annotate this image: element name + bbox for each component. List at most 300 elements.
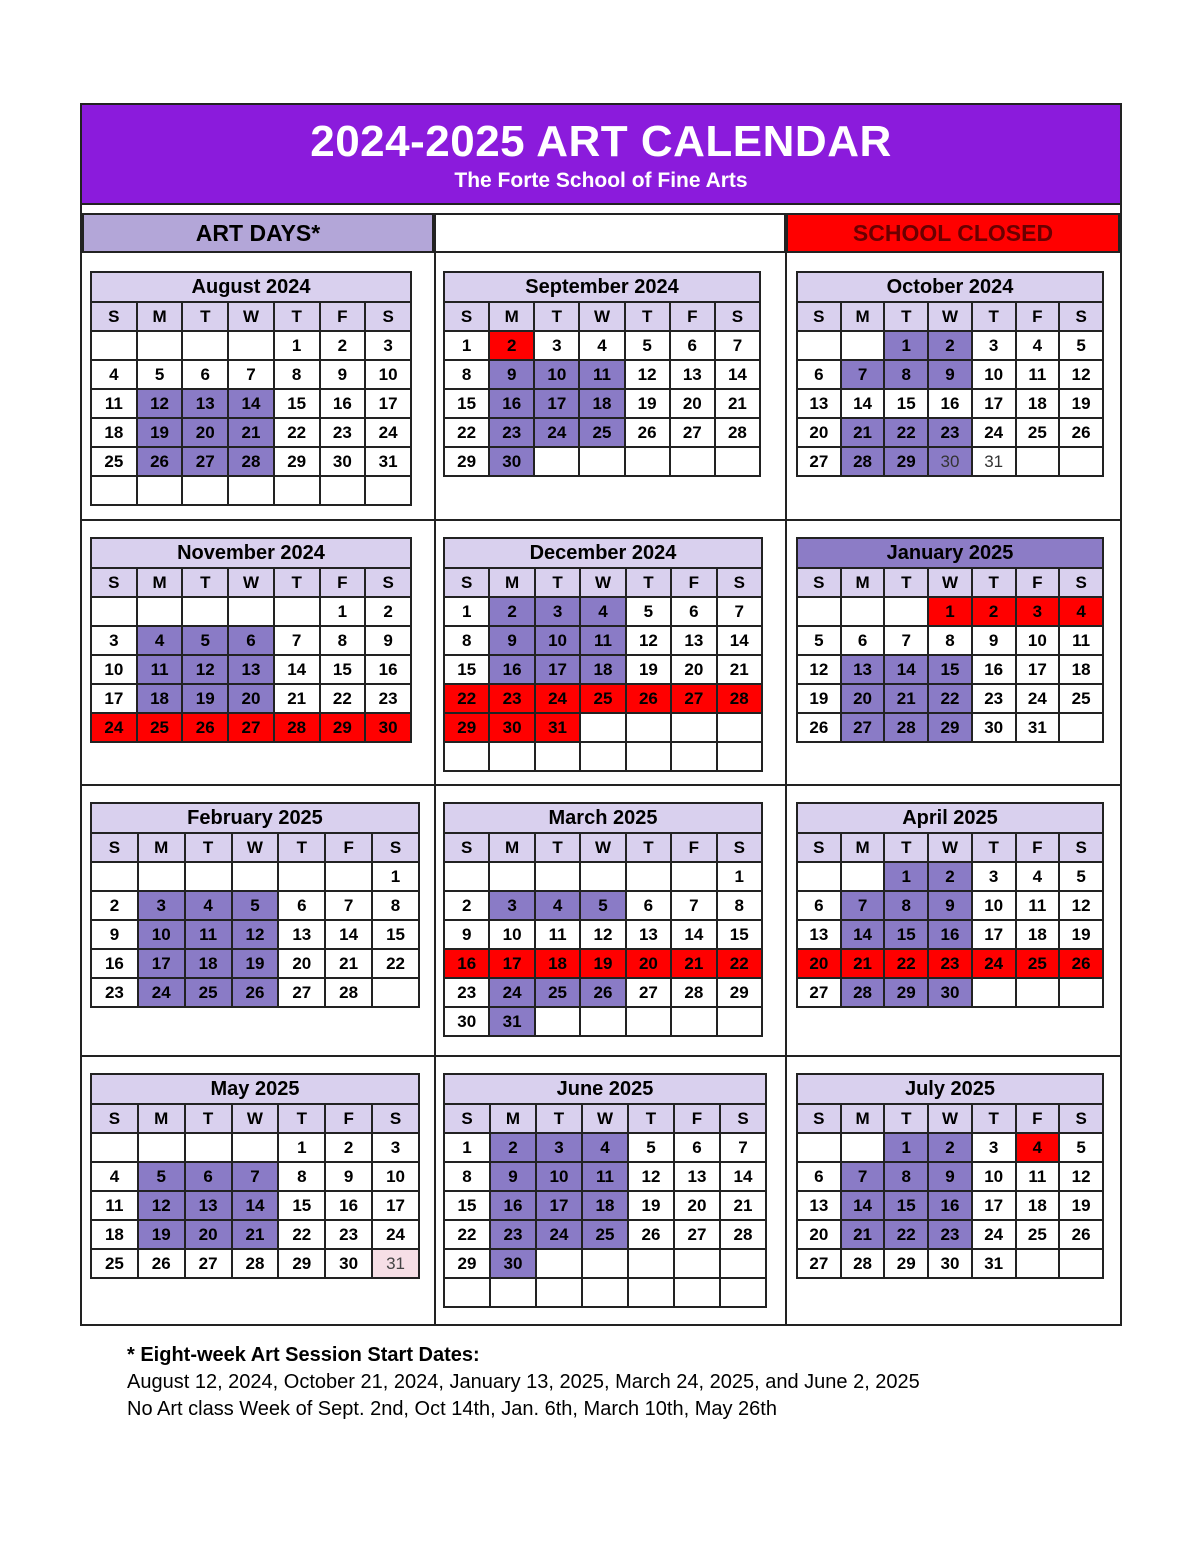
day-cell: 1 — [717, 862, 762, 891]
day-cell: 29 — [884, 978, 928, 1007]
day-cell: 15 — [717, 920, 762, 949]
day-cell: 30 — [928, 978, 972, 1007]
day-cell: 18 — [580, 655, 625, 684]
empty-cell — [580, 862, 625, 891]
month-calendar — [443, 537, 763, 772]
day-cell: 12 — [138, 1191, 185, 1220]
day-cell: 26 — [1059, 418, 1103, 447]
day-cell: 8 — [278, 1162, 325, 1191]
day-cell: 15 — [274, 389, 320, 418]
day-cell: 27 — [797, 447, 841, 476]
month-title: November 2024 — [91, 538, 411, 568]
day-cell: 16 — [91, 949, 138, 978]
day-cell: 16 — [320, 389, 366, 418]
calendar-header — [82, 105, 1120, 203]
weekday-header: T — [185, 1104, 232, 1133]
weekday-header: S — [365, 568, 411, 597]
weekday-header: T — [972, 568, 1016, 597]
weekday-header: W — [580, 568, 625, 597]
day-cell: 30 — [489, 447, 534, 476]
weekday-header: S — [444, 302, 489, 331]
day-cell: 14 — [841, 920, 885, 949]
day-cell: 12 — [232, 920, 279, 949]
legend-art-days: ART DAYS* — [82, 213, 434, 253]
day-cell: 20 — [674, 1191, 720, 1220]
weekday-header: S — [720, 1104, 766, 1133]
notes-heading: * Eight-week Art Session Start Dates: — [127, 1344, 480, 1366]
day-cell: 7 — [274, 626, 320, 655]
weekday-header: T — [534, 302, 579, 331]
day-cell: 1 — [320, 597, 366, 626]
empty-cell — [1059, 978, 1103, 1007]
day-cell: 1 — [884, 1133, 928, 1162]
day-cell: 14 — [274, 655, 320, 684]
day-cell: 11 — [1016, 891, 1060, 920]
empty-cell — [444, 862, 489, 891]
empty-cell — [137, 597, 183, 626]
day-cell: 23 — [320, 418, 366, 447]
empty-cell — [626, 713, 671, 742]
day-cell: 15 — [884, 920, 928, 949]
day-cell: 24 — [91, 713, 137, 742]
day-cell: 29 — [444, 447, 489, 476]
empty-cell — [325, 862, 372, 891]
weekday-header: F — [320, 568, 366, 597]
empty-cell — [841, 1133, 885, 1162]
empty-cell — [137, 331, 183, 360]
day-cell: 28 — [841, 1249, 885, 1278]
weekday-header: S — [717, 833, 762, 862]
day-cell: 6 — [797, 360, 841, 389]
day-cell: 6 — [228, 626, 274, 655]
day-cell: 15 — [320, 655, 366, 684]
day-cell: 29 — [274, 447, 320, 476]
day-cell: 21 — [228, 418, 274, 447]
day-cell: 4 — [1016, 1133, 1060, 1162]
day-cell: 9 — [325, 1162, 372, 1191]
weekday-header: M — [138, 1104, 185, 1133]
day-cell: 21 — [841, 949, 885, 978]
empty-cell — [580, 742, 625, 771]
day-cell: 14 — [715, 360, 760, 389]
weekday-header: W — [928, 568, 972, 597]
day-cell: 23 — [444, 978, 489, 1007]
day-cell: 26 — [626, 684, 671, 713]
month-title: January 2025 — [797, 538, 1103, 568]
day-cell: 9 — [928, 360, 972, 389]
weekday-header: T — [625, 302, 670, 331]
day-cell: 28 — [715, 418, 760, 447]
month-table — [796, 802, 1104, 1008]
day-cell: 22 — [444, 418, 489, 447]
day-cell: 8 — [444, 1162, 490, 1191]
day-cell: 22 — [444, 684, 489, 713]
empty-cell — [185, 1133, 232, 1162]
empty-cell — [1016, 978, 1060, 1007]
day-cell: 2 — [928, 1133, 972, 1162]
weekday-header: T — [884, 833, 928, 862]
month-table — [443, 271, 761, 477]
day-cell: 27 — [841, 713, 885, 742]
day-cell: 12 — [137, 389, 183, 418]
day-cell: 15 — [444, 389, 489, 418]
empty-cell — [489, 742, 534, 771]
day-cell: 1 — [928, 597, 972, 626]
empty-cell — [182, 476, 228, 505]
day-cell: 15 — [928, 655, 972, 684]
day-cell: 16 — [489, 389, 534, 418]
day-cell: 21 — [841, 1220, 885, 1249]
page-title: 2024-2025 ART CALENDAR — [310, 117, 892, 166]
day-cell: 22 — [884, 1220, 928, 1249]
day-cell: 24 — [536, 1220, 582, 1249]
weekday-header: S — [372, 833, 419, 862]
day-cell: 7 — [232, 1162, 279, 1191]
day-cell: 17 — [972, 920, 1016, 949]
day-cell: 6 — [671, 597, 716, 626]
month-title: August 2024 — [91, 272, 411, 302]
empty-cell — [91, 862, 138, 891]
month-table — [90, 537, 412, 743]
day-cell: 7 — [841, 891, 885, 920]
day-cell: 12 — [628, 1162, 674, 1191]
day-cell: 3 — [1016, 597, 1060, 626]
day-cell: 22 — [278, 1220, 325, 1249]
empty-cell — [582, 1249, 628, 1278]
day-cell: 23 — [928, 949, 972, 978]
day-cell: 14 — [720, 1162, 766, 1191]
day-cell: 18 — [185, 949, 232, 978]
weekday-header: T — [628, 1104, 674, 1133]
day-cell: 24 — [372, 1220, 419, 1249]
empty-cell — [628, 1278, 674, 1307]
empty-cell — [320, 476, 366, 505]
legend-spacer — [434, 213, 786, 253]
day-cell: 6 — [797, 891, 841, 920]
day-cell: 6 — [626, 891, 671, 920]
day-cell: 30 — [365, 713, 411, 742]
empty-cell — [137, 476, 183, 505]
day-cell: 5 — [1059, 1133, 1103, 1162]
day-cell: 10 — [972, 1162, 1016, 1191]
day-cell: 12 — [1059, 891, 1103, 920]
day-cell: 16 — [928, 389, 972, 418]
day-cell: 30 — [928, 447, 972, 476]
day-cell: 26 — [137, 447, 183, 476]
empty-cell — [490, 1278, 536, 1307]
day-cell: 21 — [671, 949, 716, 978]
day-cell: 9 — [972, 626, 1016, 655]
day-cell: 8 — [717, 891, 762, 920]
day-cell: 10 — [972, 360, 1016, 389]
weekday-header: T — [972, 1104, 1016, 1133]
day-cell: 13 — [185, 1191, 232, 1220]
day-cell: 3 — [972, 1133, 1016, 1162]
weekday-header: T — [274, 568, 320, 597]
empty-cell — [278, 862, 325, 891]
weekday-header: T — [185, 833, 232, 862]
day-cell: 31 — [972, 447, 1016, 476]
empty-cell — [232, 1133, 279, 1162]
day-cell: 19 — [232, 949, 279, 978]
empty-cell — [489, 862, 534, 891]
day-cell: 13 — [671, 626, 716, 655]
day-cell: 18 — [91, 1220, 138, 1249]
day-cell: 23 — [490, 1220, 536, 1249]
day-cell: 5 — [232, 891, 279, 920]
day-cell: 9 — [444, 920, 489, 949]
day-cell: 13 — [182, 389, 228, 418]
empty-cell — [720, 1249, 766, 1278]
day-cell: 9 — [365, 626, 411, 655]
month-title: December 2024 — [444, 538, 762, 568]
weekday-header: S — [797, 568, 841, 597]
day-cell: 30 — [489, 713, 534, 742]
month-table — [90, 802, 420, 1008]
day-cell: 17 — [534, 389, 579, 418]
day-cell: 24 — [972, 1220, 1016, 1249]
day-cell: 13 — [841, 655, 885, 684]
empty-cell — [535, 1007, 580, 1036]
day-cell: 7 — [325, 891, 372, 920]
day-cell: 22 — [884, 949, 928, 978]
day-cell: 19 — [580, 949, 625, 978]
day-cell: 21 — [325, 949, 372, 978]
day-cell: 8 — [884, 1162, 928, 1191]
empty-cell — [797, 597, 841, 626]
day-cell: 11 — [1016, 1162, 1060, 1191]
empty-cell — [274, 476, 320, 505]
day-cell: 25 — [1016, 949, 1060, 978]
day-cell: 10 — [1016, 626, 1060, 655]
empty-cell — [579, 447, 624, 476]
day-cell: 28 — [228, 447, 274, 476]
day-cell: 22 — [928, 684, 972, 713]
day-cell: 29 — [278, 1249, 325, 1278]
day-cell: 24 — [972, 418, 1016, 447]
day-cell: 13 — [797, 1191, 841, 1220]
weekday-header: T — [884, 1104, 928, 1133]
day-cell: 26 — [1059, 949, 1103, 978]
day-cell: 8 — [444, 360, 489, 389]
weekday-header: S — [91, 302, 137, 331]
day-cell: 19 — [628, 1191, 674, 1220]
empty-cell — [797, 1133, 841, 1162]
day-cell: 4 — [579, 331, 624, 360]
day-cell: 24 — [365, 418, 411, 447]
weekday-header: T — [278, 833, 325, 862]
day-cell: 23 — [972, 684, 1016, 713]
day-cell: 29 — [928, 713, 972, 742]
day-cell: 15 — [444, 655, 489, 684]
day-cell: 22 — [372, 949, 419, 978]
day-cell: 2 — [325, 1133, 372, 1162]
empty-cell — [232, 862, 279, 891]
day-cell: 10 — [138, 920, 185, 949]
day-cell: 15 — [372, 920, 419, 949]
empty-cell — [372, 978, 419, 1007]
day-cell: 19 — [626, 655, 671, 684]
day-cell: 18 — [1016, 920, 1060, 949]
day-cell: 3 — [536, 1133, 582, 1162]
grid-line — [785, 253, 787, 1324]
month-title: April 2025 — [797, 803, 1103, 833]
day-cell: 5 — [138, 1162, 185, 1191]
weekday-header: T — [182, 302, 228, 331]
day-cell: 7 — [720, 1133, 766, 1162]
weekday-header: S — [1059, 302, 1103, 331]
day-cell: 2 — [489, 597, 534, 626]
day-cell: 4 — [582, 1133, 628, 1162]
weekday-header: W — [232, 1104, 279, 1133]
weekday-header: S — [444, 1104, 490, 1133]
weekday-header: M — [137, 568, 183, 597]
weekday-header: M — [841, 302, 885, 331]
weekday-header: T — [536, 1104, 582, 1133]
day-cell: 21 — [715, 389, 760, 418]
weekday-header: T — [972, 833, 1016, 862]
empty-cell — [534, 447, 579, 476]
day-cell: 13 — [278, 920, 325, 949]
day-cell: 2 — [928, 862, 972, 891]
day-cell: 18 — [535, 949, 580, 978]
weekday-header: F — [1016, 1104, 1060, 1133]
day-cell: 27 — [797, 978, 841, 1007]
month-title: March 2025 — [444, 803, 762, 833]
day-cell: 26 — [232, 978, 279, 1007]
day-cell: 30 — [490, 1249, 536, 1278]
day-cell: 28 — [720, 1220, 766, 1249]
day-cell: 17 — [972, 1191, 1016, 1220]
weekday-header: T — [278, 1104, 325, 1133]
empty-cell — [626, 1007, 671, 1036]
day-cell: 19 — [138, 1220, 185, 1249]
day-cell: 1 — [372, 862, 419, 891]
weekday-header: M — [489, 833, 534, 862]
day-cell: 4 — [1016, 331, 1060, 360]
day-cell: 11 — [137, 655, 183, 684]
empty-cell — [671, 742, 716, 771]
day-cell: 7 — [671, 891, 716, 920]
month-table — [443, 802, 763, 1037]
month-calendar — [796, 271, 1104, 477]
day-cell: 10 — [365, 360, 411, 389]
day-cell: 22 — [274, 418, 320, 447]
month-calendar — [90, 1073, 420, 1279]
day-cell: 25 — [535, 978, 580, 1007]
day-cell: 15 — [884, 389, 928, 418]
day-cell: 11 — [1016, 360, 1060, 389]
calendar-frame — [80, 103, 1122, 1326]
day-cell: 5 — [628, 1133, 674, 1162]
day-cell: 2 — [490, 1133, 536, 1162]
day-cell: 10 — [372, 1162, 419, 1191]
day-cell: 21 — [841, 418, 885, 447]
day-cell: 27 — [182, 447, 228, 476]
empty-cell — [628, 1249, 674, 1278]
day-cell: 19 — [797, 684, 841, 713]
day-cell: 23 — [365, 684, 411, 713]
empty-cell — [185, 862, 232, 891]
day-cell: 12 — [1059, 1162, 1103, 1191]
day-cell: 10 — [972, 891, 1016, 920]
month-calendar — [90, 537, 412, 743]
weekday-header: W — [232, 833, 279, 862]
day-cell: 8 — [320, 626, 366, 655]
day-cell: 20 — [228, 684, 274, 713]
weekday-header: S — [797, 833, 841, 862]
day-cell: 17 — [972, 389, 1016, 418]
day-cell: 5 — [182, 626, 228, 655]
day-cell: 20 — [797, 949, 841, 978]
day-cell: 20 — [797, 418, 841, 447]
month-calendar — [796, 537, 1104, 743]
weekday-header: W — [928, 302, 972, 331]
day-cell: 18 — [1059, 655, 1103, 684]
day-cell: 4 — [91, 1162, 138, 1191]
empty-cell — [444, 742, 489, 771]
weekday-header: T — [972, 302, 1016, 331]
day-cell: 6 — [797, 1162, 841, 1191]
day-cell: 14 — [232, 1191, 279, 1220]
day-cell: 26 — [580, 978, 625, 1007]
empty-cell — [674, 1249, 720, 1278]
day-cell: 26 — [1059, 1220, 1103, 1249]
day-cell: 9 — [320, 360, 366, 389]
empty-cell — [582, 1278, 628, 1307]
day-cell: 22 — [320, 684, 366, 713]
day-cell: 3 — [972, 862, 1016, 891]
day-cell: 23 — [91, 978, 138, 1007]
month-table — [443, 1073, 767, 1308]
day-cell: 30 — [320, 447, 366, 476]
day-cell: 25 — [1059, 684, 1103, 713]
day-cell: 18 — [1016, 1191, 1060, 1220]
month-title: May 2025 — [91, 1074, 419, 1104]
day-cell: 23 — [489, 418, 534, 447]
day-cell: 20 — [797, 1220, 841, 1249]
day-cell: 10 — [535, 626, 580, 655]
day-cell: 14 — [228, 389, 274, 418]
empty-cell — [717, 713, 762, 742]
day-cell: 26 — [182, 713, 228, 742]
day-cell: 15 — [884, 1191, 928, 1220]
day-cell: 12 — [1059, 360, 1103, 389]
day-cell: 17 — [138, 949, 185, 978]
day-cell: 20 — [671, 655, 716, 684]
day-cell: 25 — [1016, 1220, 1060, 1249]
day-cell: 29 — [320, 713, 366, 742]
day-cell: 1 — [278, 1133, 325, 1162]
day-cell: 25 — [582, 1220, 628, 1249]
day-cell: 29 — [884, 447, 928, 476]
day-cell: 3 — [972, 331, 1016, 360]
weekday-header: F — [671, 833, 716, 862]
day-cell: 18 — [579, 389, 624, 418]
day-cell: 25 — [1016, 418, 1060, 447]
day-cell: 2 — [365, 597, 411, 626]
day-cell: 11 — [535, 920, 580, 949]
day-cell: 16 — [972, 655, 1016, 684]
day-cell: 13 — [228, 655, 274, 684]
empty-cell — [671, 713, 716, 742]
day-cell: 7 — [884, 626, 928, 655]
day-cell: 6 — [674, 1133, 720, 1162]
empty-cell — [228, 331, 274, 360]
day-cell: 6 — [278, 891, 325, 920]
month-table — [796, 537, 1104, 743]
day-cell: 16 — [928, 1191, 972, 1220]
